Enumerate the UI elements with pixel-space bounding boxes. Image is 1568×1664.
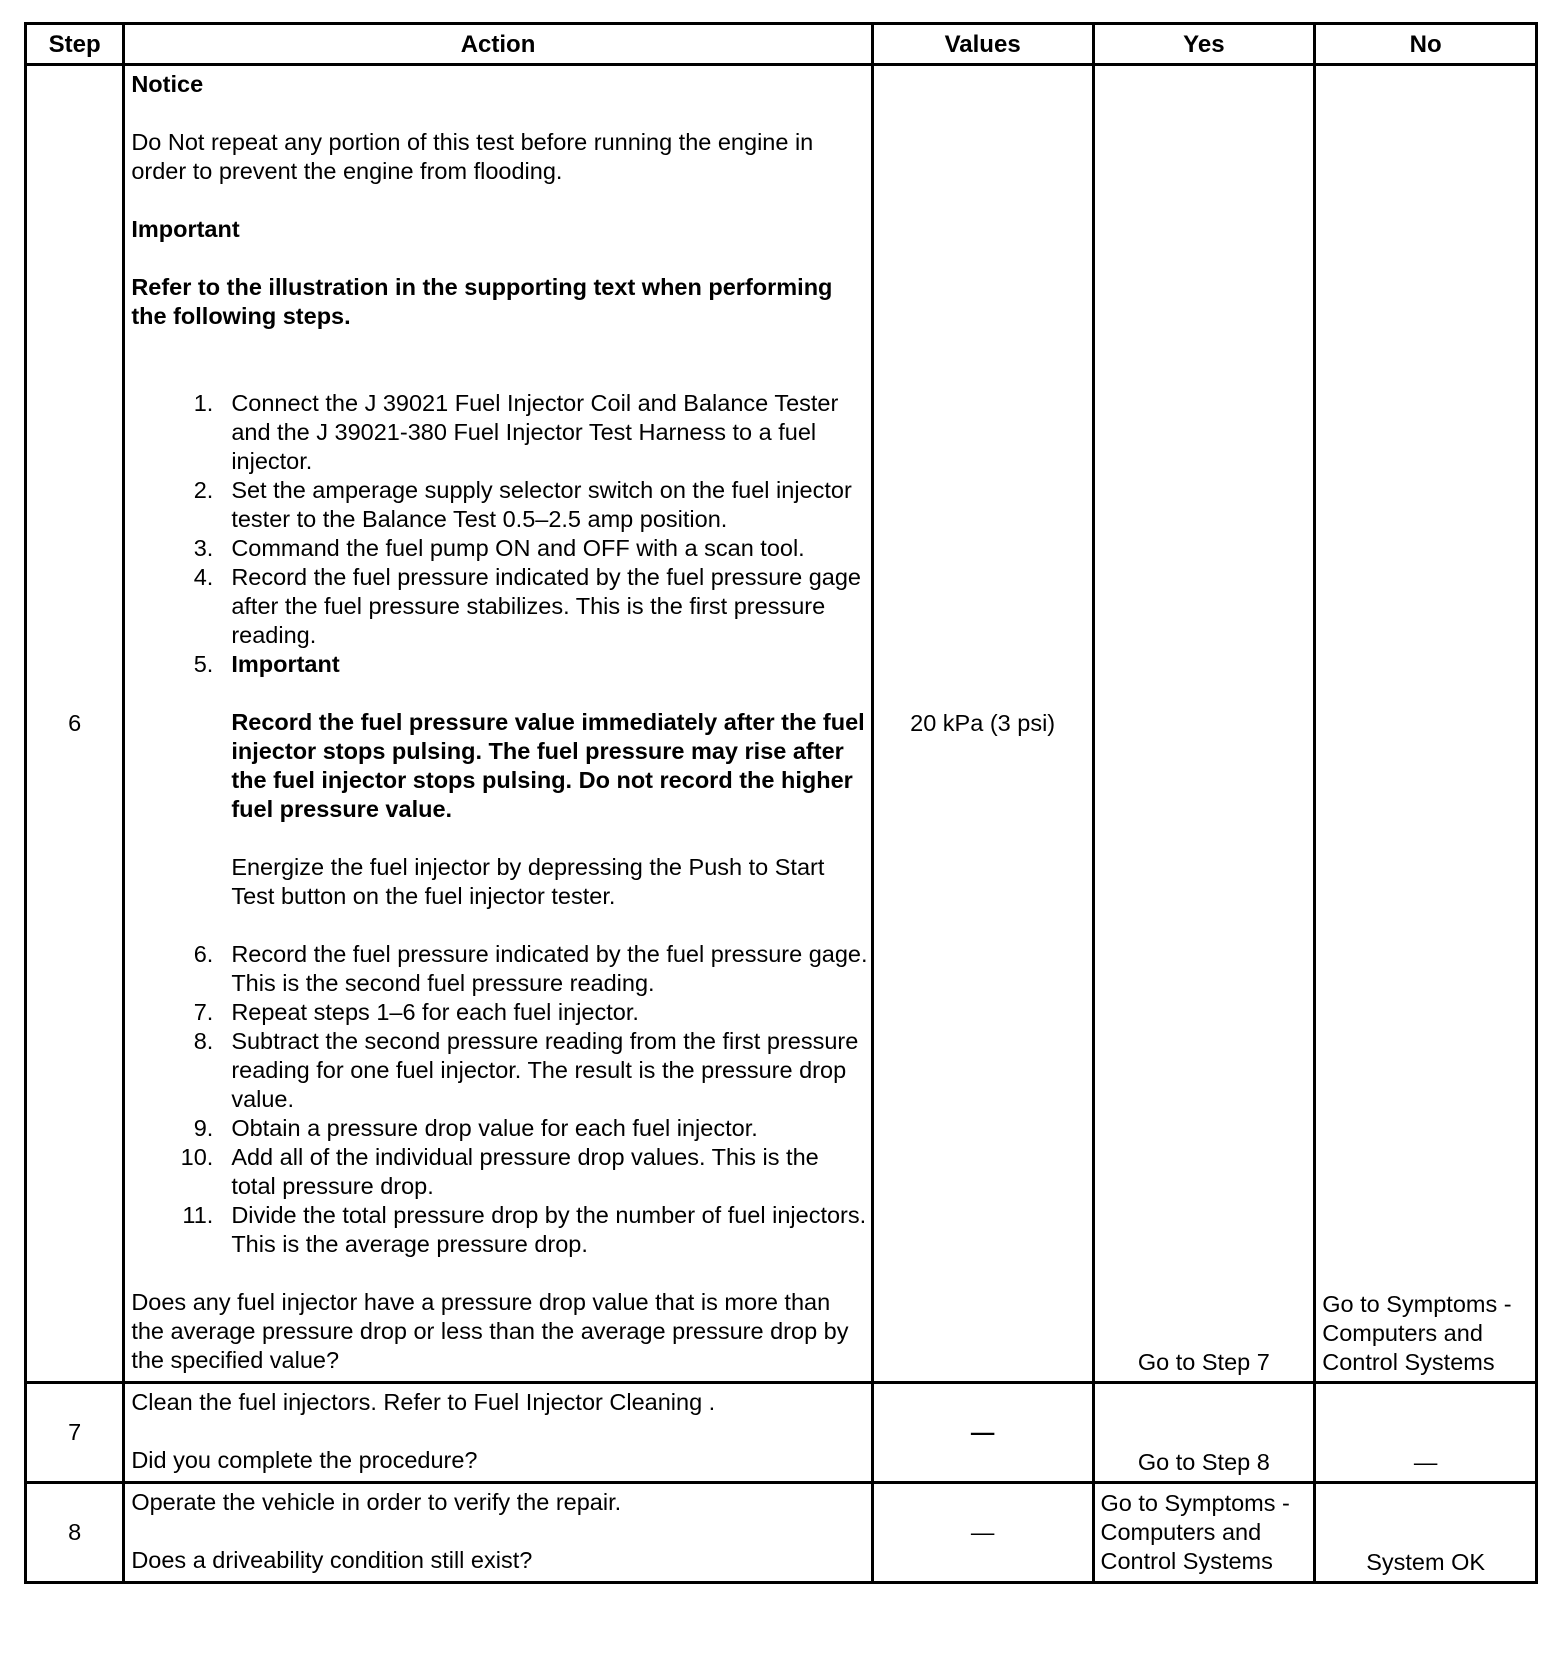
values-cell: — xyxy=(872,1383,1093,1483)
step-6-question: Does any fuel injector have a pressure drop value that is more than the average pressure drop or less than the average pressure drop by the specified value? xyxy=(131,1289,849,1373)
header-no: No xyxy=(1315,24,1537,65)
action-cell xyxy=(124,1483,872,1583)
values-cell: 20 kPa (3 psi) xyxy=(872,65,1093,1383)
yes-cell: Go to Step 7 xyxy=(1093,65,1315,1383)
action-cell xyxy=(124,65,872,1383)
table-row-step-7 xyxy=(26,1383,1537,1483)
step-7-question: Did you complete the procedure? xyxy=(131,1447,478,1473)
header-step: Step xyxy=(26,24,124,65)
header-row xyxy=(26,24,1537,65)
no-cell: System OK xyxy=(1315,1483,1537,1583)
diagnostic-table xyxy=(24,22,1538,1584)
list-item: 3. Command the fuel pump ON and OFF with a scan tool. xyxy=(193,535,805,561)
list-item: 2. Set the amperage supply selector switch on the fuel injector tester to the Balance Test 0.5–2.5 amp position. xyxy=(193,477,852,532)
step-number: 8 xyxy=(26,1483,124,1583)
list-item: 4. Record the fuel pressure indicated by the fuel pressure gage after the fuel pressure stabilizes. This is the first pressure reading. xyxy=(193,564,861,648)
list-item: 1. Connect the J 39021 Fuel Injector Coil and Balance Tester and the J 39021-380 Fuel Injector Test Harness to a fuel injector. xyxy=(193,390,839,474)
important-heading: Important xyxy=(131,216,240,242)
procedure-steps xyxy=(131,389,868,1259)
step-5-text: Energize the fuel injector by depressing the Push to Start Test button on the fuel injector tester. xyxy=(231,854,825,909)
step-5-important-text: Record the fuel pressure value immediately after the fuel injector stops pulsing. The fuel pressure may rise after the fuel injector stops pulsing. Do not record the higher fuel pressure value. xyxy=(231,709,865,822)
list-item: 7. Repeat steps 1–6 for each fuel injector. xyxy=(193,999,639,1025)
yes-cell: Go to Step 8 xyxy=(1093,1383,1315,1483)
step-number: 7 xyxy=(26,1383,124,1483)
list-item: 8. Subtract the second pressure reading from the first pressure reading for one fuel injector. The result is the pressure drop value. xyxy=(193,1028,859,1112)
step-8-question: Does a driveability condition still exist? xyxy=(131,1547,533,1573)
table-row-step-6 xyxy=(26,65,1537,1383)
no-cell: Go to Symptoms - Computers and Control Systems xyxy=(1315,65,1537,1383)
yes-cell: Go to Symptoms - Computers and Control Systems xyxy=(1093,1483,1315,1583)
table-row-step-8 xyxy=(26,1483,1537,1583)
action-cell xyxy=(124,1383,872,1483)
list-item: 10. Add all of the individual pressure drop values. This is the total pressure drop. xyxy=(180,1144,819,1199)
notice-text: Do Not repeat any portion of this test before running the engine in order to prevent the engine from flooding. xyxy=(131,129,814,184)
header-values: Values xyxy=(872,24,1093,65)
list-item: 6. Record the fuel pressure indicated by the fuel pressure gage. This is the second fuel pressure reading. xyxy=(193,941,868,996)
step-8-action-text: Operate the vehicle in order to verify the repair. xyxy=(131,1489,622,1515)
no-cell: — xyxy=(1315,1383,1537,1483)
values-cell: — xyxy=(872,1483,1093,1583)
notice-heading: Notice xyxy=(131,71,204,97)
step-5-important-heading: Important xyxy=(231,651,340,677)
header-yes: Yes xyxy=(1093,24,1315,65)
header-action: Action xyxy=(124,24,872,65)
list-item: 5. Important Record the fuel pressure value immediately after the fuel injector stops pulsing. The fuel pressure may rise after the fuel injector stops pulsing. Do not record the higher fuel pressure value. Energize the fuel injector by depressing the Push to Start Test button on the fuel injector tester. xyxy=(131,650,868,940)
important-text: Refer to the illustration in the supporting text when performing the following steps. xyxy=(131,274,833,329)
step-number: 6 xyxy=(26,65,124,1383)
list-item: 11. Divide the total pressure drop by the number of fuel injectors. This is the average pressure drop. xyxy=(182,1202,867,1257)
step-7-action-text: Clean the fuel injectors. Refer to Fuel Injector Cleaning . xyxy=(131,1389,716,1415)
list-item: 9. Obtain a pressure drop value for each fuel injector. xyxy=(193,1115,758,1141)
